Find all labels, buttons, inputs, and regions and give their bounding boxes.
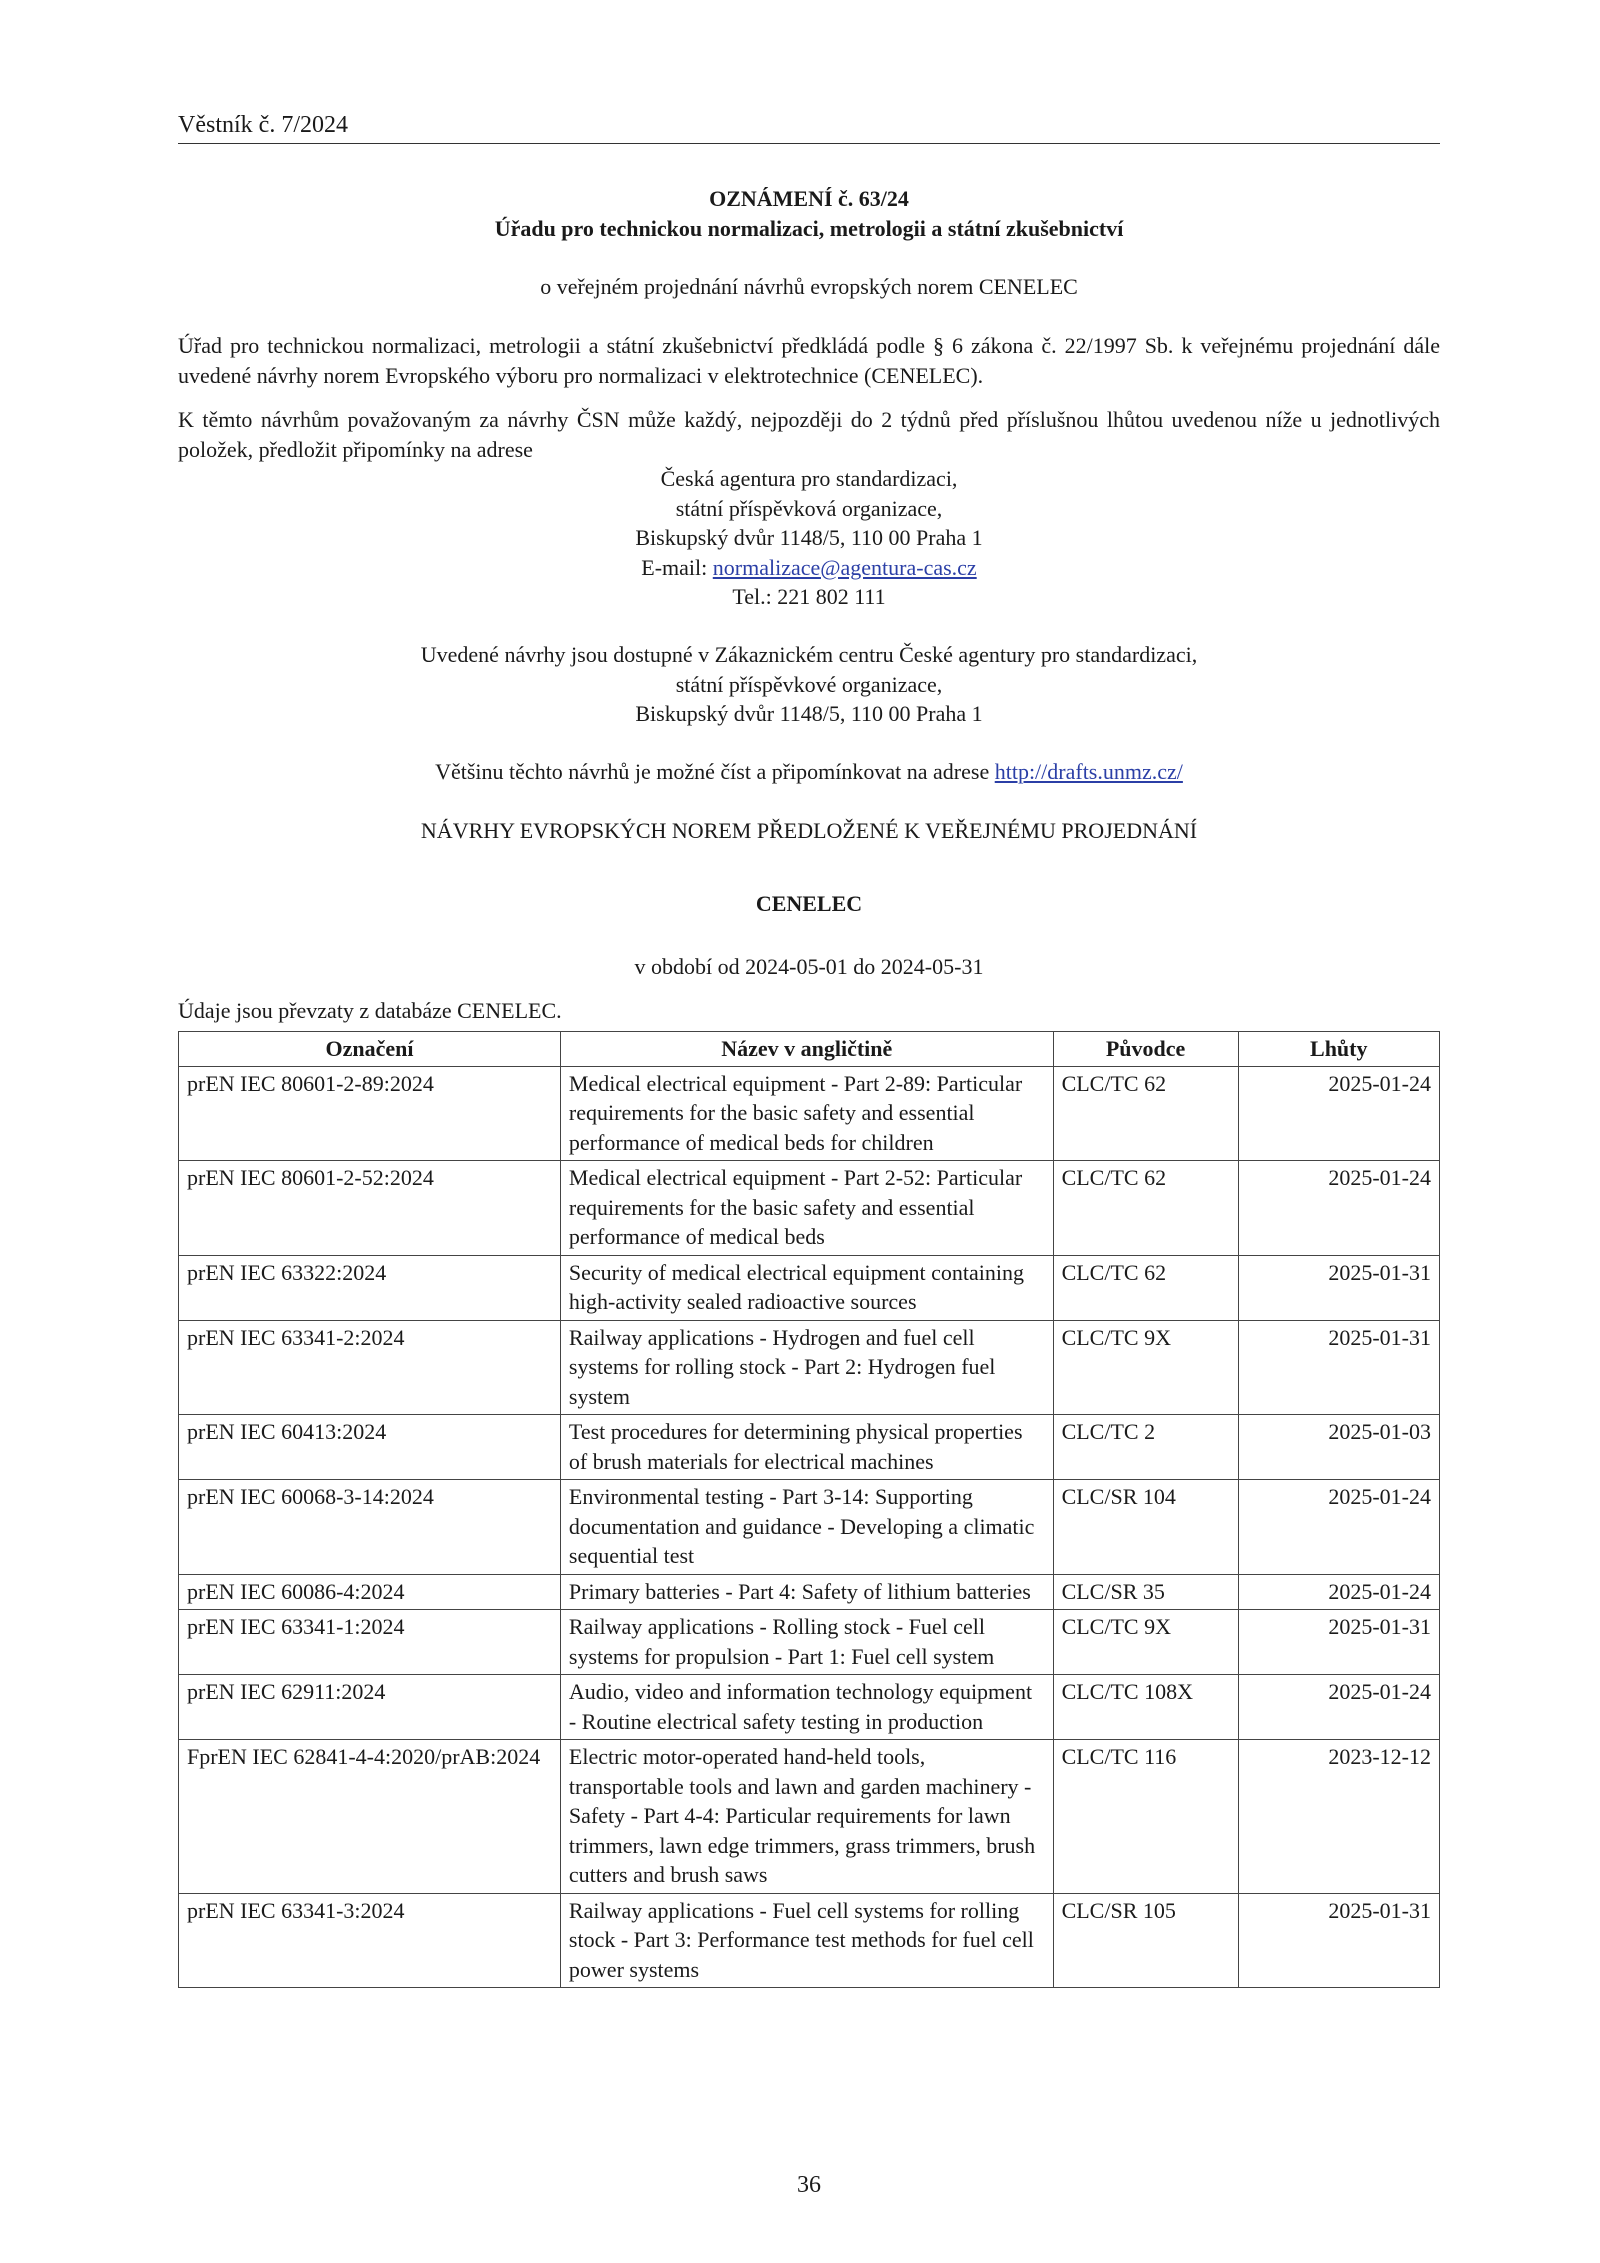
- cell-title: Environmental testing - Part 3-14: Supporting documentation and guidance - Developing a climatic sequential test: [560, 1480, 1053, 1575]
- table-row: [179, 1740, 1440, 1894]
- email-link[interactable]: normalizace@agentura-cas.cz: [712, 554, 977, 580]
- source-note: Údaje jsou převzaty z databáze CENELEC.: [178, 998, 562, 1023]
- cell-deadline: 2025-01-24: [1238, 1675, 1439, 1740]
- cell-designation: prEN IEC 60413:2024: [179, 1415, 561, 1480]
- email-line: [178, 553, 1440, 583]
- cell-designation: prEN IEC 60068-3-14:2024: [179, 1480, 561, 1575]
- section-title: NÁVRHY EVROPSKÝCH NOREM PŘEDLOŽENÉ K VEŘEJNÉMU PROJEDNÁNÍ: [420, 818, 1198, 843]
- cell-designation: prEN IEC 60086-4:2024: [179, 1574, 561, 1610]
- header-deadline: Lhůty: [1238, 1032, 1439, 1067]
- table-row: [179, 1893, 1440, 1988]
- cell-deadline: 2025-01-31: [1238, 1320, 1439, 1415]
- availability-line: státní příspěvkové organizace,: [675, 671, 943, 697]
- organization-heading: CENELEC: [755, 891, 863, 916]
- comment-portal-line: [178, 757, 1440, 787]
- comment-text: Většinu těchto návrhů je možné číst a připomínkovat na adrese: [435, 759, 995, 784]
- table-row: [179, 1320, 1440, 1415]
- table-row: [179, 1675, 1440, 1740]
- table-row: [179, 1415, 1440, 1480]
- table-row: [179, 1161, 1440, 1256]
- cell-title: Railway applications - Fuel cell systems for rolling stock - Part 3: Performance test methods for fuel cell power systems: [560, 1893, 1053, 1988]
- cell-originator: CLC/TC 116: [1053, 1740, 1238, 1894]
- table-row: [179, 1066, 1440, 1161]
- table-row: [179, 1574, 1440, 1610]
- cell-designation: prEN IEC 62911:2024: [179, 1675, 561, 1740]
- cell-deadline: 2025-01-31: [1238, 1610, 1439, 1675]
- table-row: [179, 1610, 1440, 1675]
- intro-paragraph-1: Úřad pro technickou normalizaci, metrologii a státní zkušebnictví předkládá podle § 6 zákona č. 22/1997 Sb. k veřejnému projednání dále uvedené návrhy norem Evropského výboru pro normalizaci v elektrotechnice (CENELEC).: [178, 333, 1440, 388]
- notice-title: OZNÁMENÍ č. 63/24: [709, 186, 909, 211]
- notice-issuer: Úřadu pro technickou normalizaci, metrologii a státní zkušebnictví: [494, 216, 1124, 241]
- header-designation: Označení: [179, 1032, 561, 1067]
- drafts-portal-link[interactable]: http://drafts.unmz.cz/: [994, 759, 1183, 784]
- address-line: státní příspěvková organizace,: [675, 495, 943, 521]
- cell-designation: prEN IEC 80601-2-89:2024: [179, 1066, 561, 1161]
- cell-originator: CLC/TC 108X: [1053, 1675, 1238, 1740]
- cell-originator: CLC/SR 105: [1053, 1893, 1238, 1988]
- cell-title: Railway applications - Hydrogen and fuel cell systems for rolling stock - Part 2: Hydrogen fuel system: [560, 1320, 1053, 1415]
- availability-line: Biskupský dvůr 1148/5, 110 00 Praha 1: [635, 701, 983, 726]
- cell-title: Railway applications - Rolling stock - Fuel cell systems for propulsion - Part 1: Fuel cell system: [560, 1610, 1053, 1675]
- cell-originator: CLC/TC 62: [1053, 1066, 1238, 1161]
- cell-title: Audio, video and information technology equipment - Routine electrical safety testing in production: [560, 1675, 1053, 1740]
- cell-designation: prEN IEC 63341-2:2024: [179, 1320, 561, 1415]
- cell-originator: CLC/TC 9X: [1053, 1610, 1238, 1675]
- availability-line: Uvedené návrhy jsou dostupné v Zákaznickém centru České agentury pro standardizaci,: [420, 642, 1198, 667]
- cell-designation: prEN IEC 63341-1:2024: [179, 1610, 561, 1675]
- address-line: Biskupský dvůr 1148/5, 110 00 Praha 1: [635, 525, 983, 550]
- cell-designation: prEN IEC 63322:2024: [179, 1255, 561, 1320]
- cell-originator: CLC/TC 2: [1053, 1415, 1238, 1480]
- cell-designation: FprEN IEC 62841-4-4:2020/prAB:2024: [179, 1740, 561, 1894]
- cell-originator: CLC/SR 35: [1053, 1574, 1238, 1610]
- header-english-title: Název v angličtině: [560, 1032, 1053, 1067]
- draft-standards-table: [178, 1031, 1440, 1988]
- intro-paragraph-2: K těmto návrhům považovaným za návrhy ČSN může každý, nejpozději do 2 týdnů před příslušnou lhůtou uvedenou níže u jednotlivých položek, předložit připomínky na adrese: [178, 407, 1440, 462]
- cell-deadline: 2025-01-24: [1238, 1161, 1439, 1256]
- cell-deadline: 2023-12-12: [1238, 1740, 1439, 1894]
- email-label: E-mail:: [641, 554, 713, 580]
- page-number: 36: [797, 2172, 821, 2198]
- cell-deadline: 2025-01-24: [1238, 1480, 1439, 1575]
- cell-deadline: 2025-01-03: [1238, 1415, 1439, 1480]
- cell-title: Test procedures for determining physical properties of brush materials for electrical machines: [560, 1415, 1053, 1480]
- cell-title: Medical electrical equipment - Part 2-89: Particular requirements for the basic safety and essential performance of medical beds for children: [560, 1066, 1053, 1161]
- phone-line: Tel.: 221 802 111: [732, 584, 886, 609]
- cell-designation: prEN IEC 80601-2-52:2024: [179, 1161, 561, 1256]
- notice-subject: o veřejném projednání návrhů evropských norem CENELEC: [540, 274, 1078, 299]
- cell-originator: CLC/TC 9X: [1053, 1320, 1238, 1415]
- header-originator: Původce: [1053, 1032, 1238, 1067]
- table-header-row: [179, 1032, 1440, 1067]
- period-line: v období od 2024-05-01 do 2024-05-31: [634, 954, 984, 979]
- cell-title: Medical electrical equipment - Part 2-52: Particular requirements for the basic safety and essential performance of medical beds: [560, 1161, 1053, 1256]
- availability-address: [178, 640, 1440, 729]
- submission-address: [178, 464, 1440, 612]
- table-row: [179, 1480, 1440, 1575]
- cell-designation: prEN IEC 63341-3:2024: [179, 1893, 561, 1988]
- running-header: Věstník č. 7/2024: [178, 112, 1440, 144]
- cell-deadline: 2025-01-31: [1238, 1255, 1439, 1320]
- cell-title: Security of medical electrical equipment containing high-activity sealed radioactive sources: [560, 1255, 1053, 1320]
- cell-title: Primary batteries - Part 4: Safety of lithium batteries: [560, 1574, 1053, 1610]
- cell-deadline: 2025-01-24: [1238, 1574, 1439, 1610]
- cell-title: Electric motor-operated hand-held tools, transportable tools and lawn and garden machinery - Safety - Part 4-4: Particular requirements for lawn trimmers, lawn edge trimmers, grass trimmers, brush cutters and brush saws: [560, 1740, 1053, 1894]
- address-line: Česká agentura pro standardizaci,: [660, 466, 958, 491]
- cell-originator: CLC/SR 104: [1053, 1480, 1238, 1575]
- cell-deadline: 2025-01-31: [1238, 1893, 1439, 1988]
- cell-originator: CLC/TC 62: [1053, 1161, 1238, 1256]
- cell-originator: CLC/TC 62: [1053, 1255, 1238, 1320]
- cell-deadline: 2025-01-24: [1238, 1066, 1439, 1161]
- table-row: [179, 1255, 1440, 1320]
